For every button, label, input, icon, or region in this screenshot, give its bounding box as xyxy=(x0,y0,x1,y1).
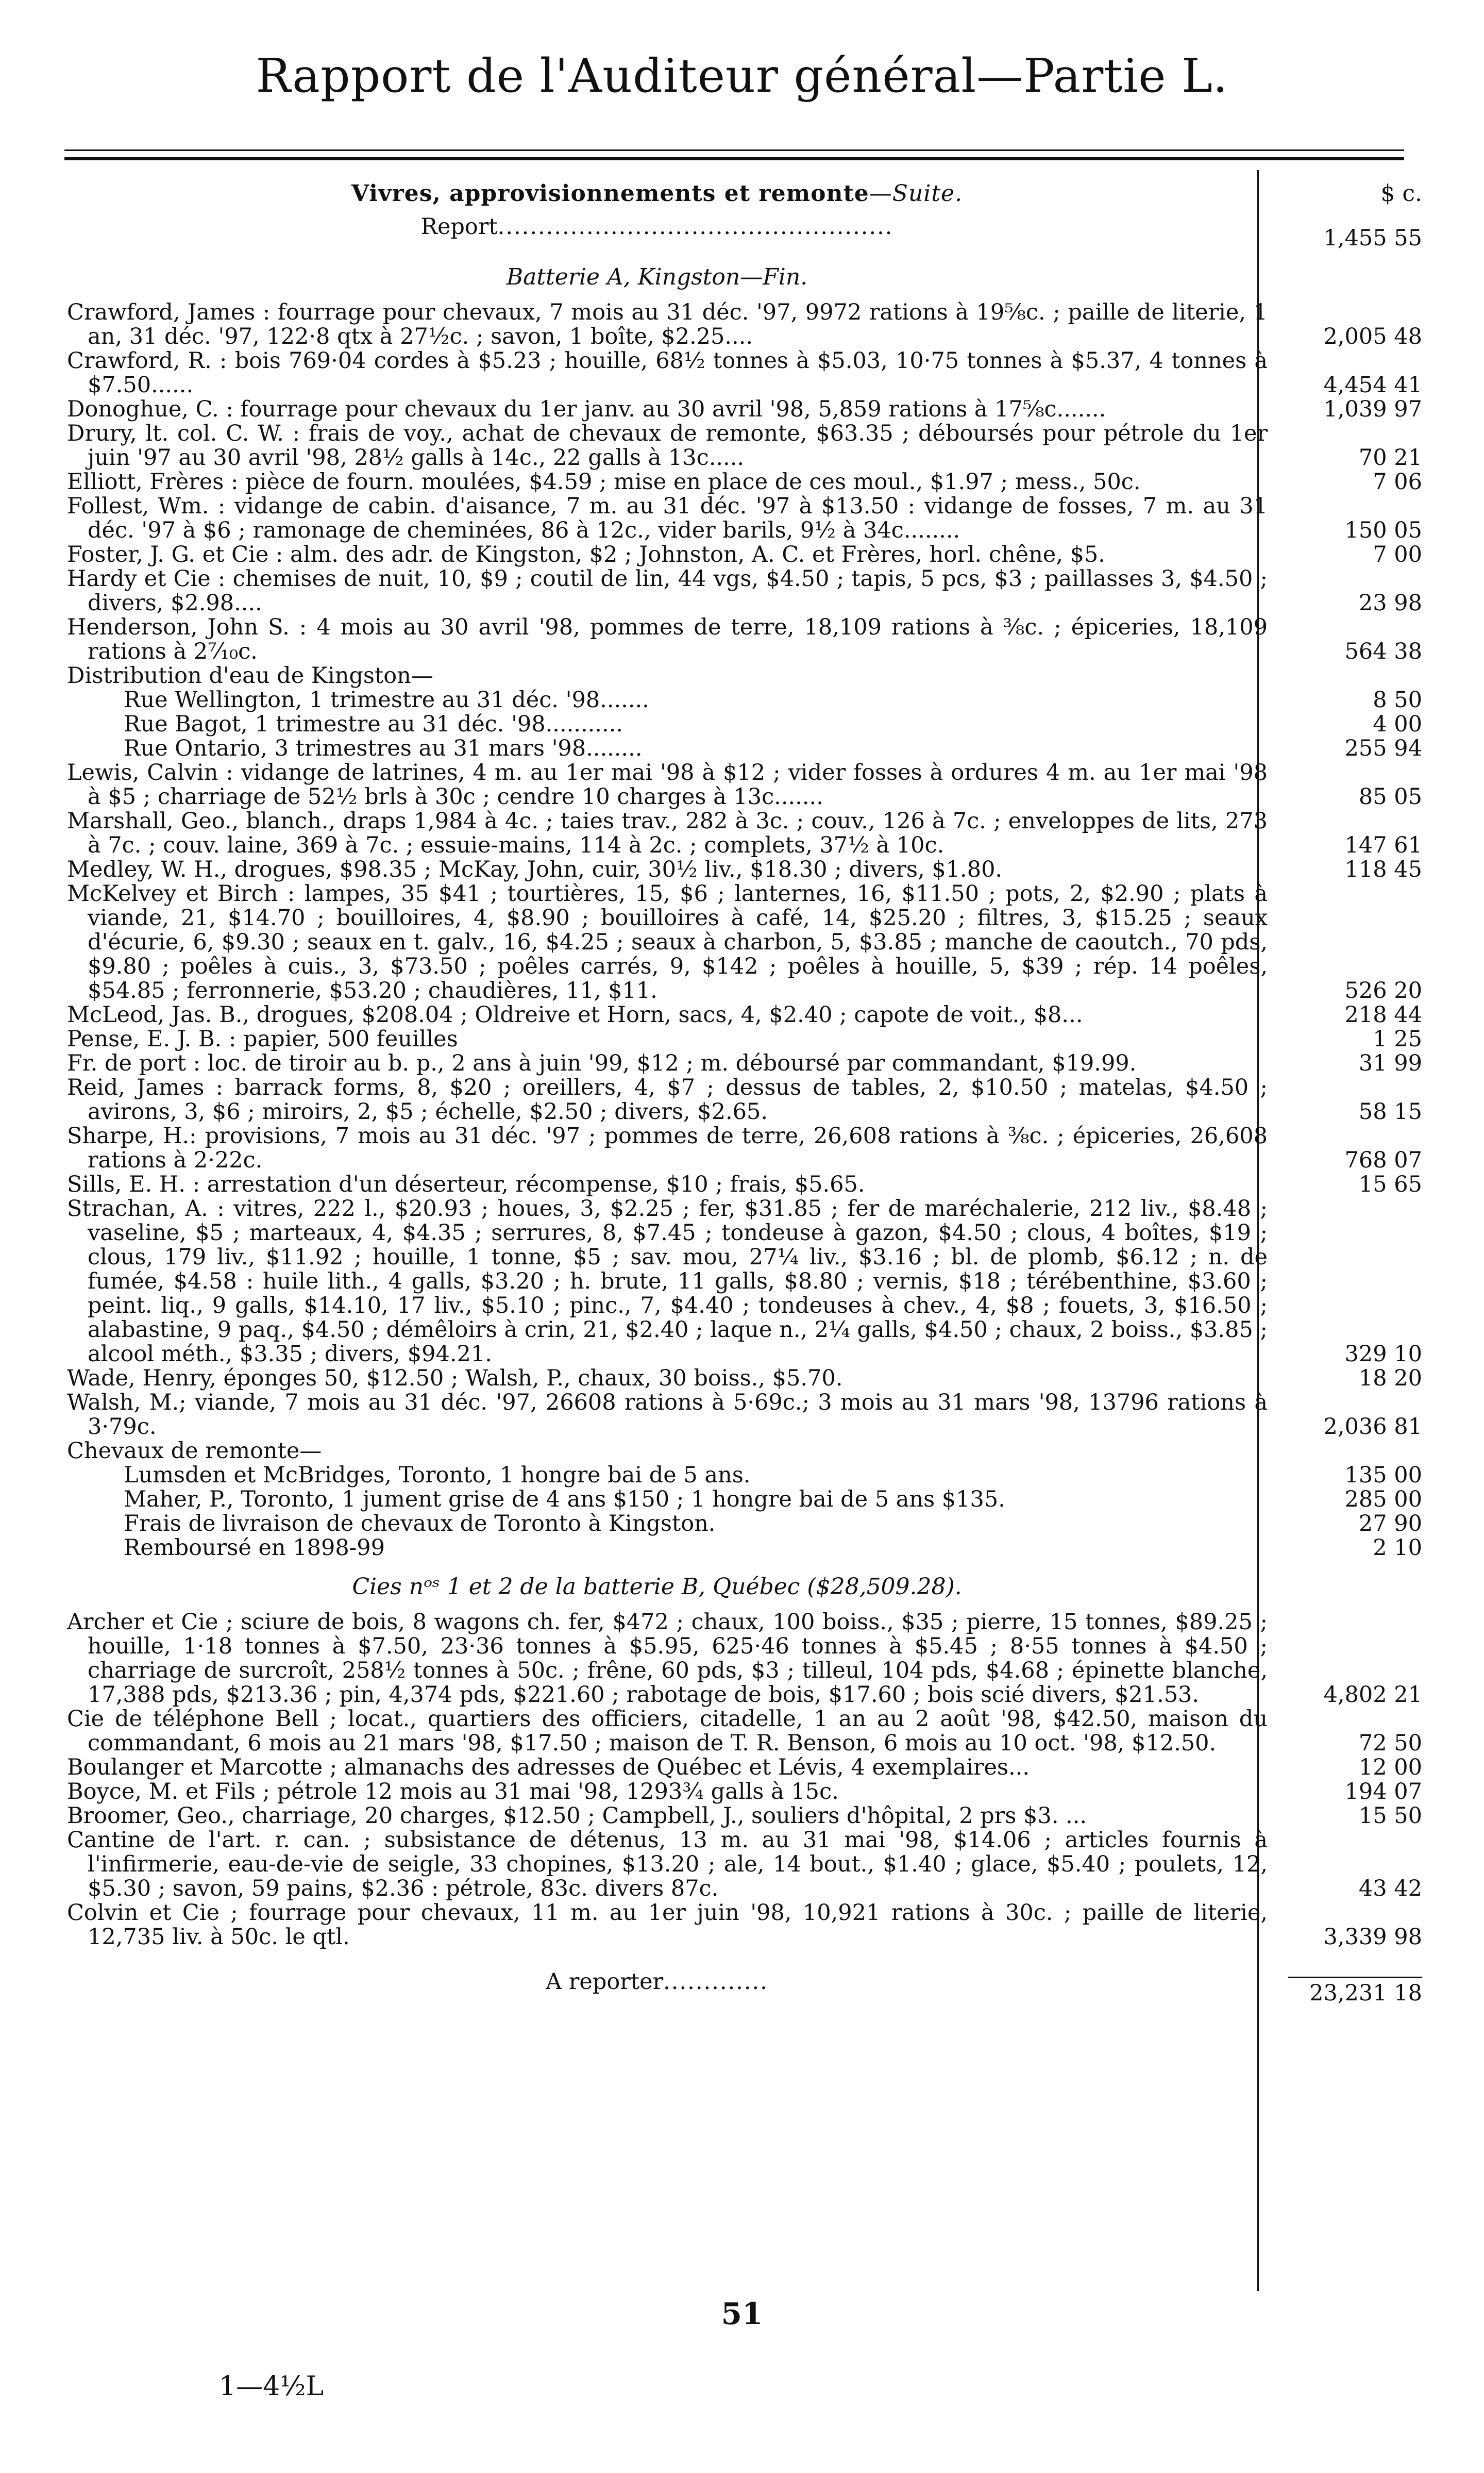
entry-description: Maher, P., Toronto, 1 jument grise de 4 ans $150 ; 1 hongre bai de 5 ans $135. xyxy=(124,1486,1005,1512)
entry-amount: 70 21 xyxy=(1358,445,1422,471)
ledger-table xyxy=(67,170,1422,2006)
entry-description: Crawford, James : fourrage pour chevaux, 7 mois au 31 déc. '97, 9972 rations à 19⅝c. ; paille de literie, 1 an, 31 déc. '97, 122·8 qtx à 27½c. ; savon, 1 boîte, $2.25.... xyxy=(67,299,1268,349)
entry-description: Distribution d'eau de Kingston— xyxy=(67,663,433,689)
ledger-entry xyxy=(67,1828,1422,1901)
ledger-entry xyxy=(67,1707,1422,1756)
ledger-entry xyxy=(67,688,1422,712)
entry-amount: 12 00 xyxy=(1358,1755,1422,1780)
entry-description: Wade, Henry, éponges 50, $12.50 ; Walsh, P., chaux, 30 boiss., $5.70. xyxy=(67,1365,843,1391)
entry-amount: 194 07 xyxy=(1344,1779,1422,1804)
entry-description: Elliott, Frères : pièce de fourn. moulées, $4.59 ; mise en place de ces moul., $1.97 ; mess., 50c. xyxy=(67,469,1141,495)
entry-amount: 564 38 xyxy=(1344,639,1422,664)
ledger-entry xyxy=(67,1124,1422,1173)
entry-description: Colvin et Cie ; fourrage pour chevaux, 11 m. au 1er juin '98, 10,921 rations à 30c. ; paille de literie, 12,735 liv. à 50c. le qtl. xyxy=(67,1900,1268,1950)
entry-amount: 329 10 xyxy=(1344,1341,1422,1367)
reporter-row xyxy=(67,1970,1422,2006)
currency-header: $ c. xyxy=(1380,180,1422,207)
entry-description: Rue Ontario, 3 trimestres au 31 mars '98........ xyxy=(124,736,643,761)
entries-group xyxy=(67,761,1422,1463)
ledger-entry xyxy=(67,1780,1422,1804)
entries-group xyxy=(67,300,1422,688)
entry-description: McKelvey et Birch : lampes, 35 $41 ; tourtières, 15, $6 ; lanternes, 16, $11.50 ; pots, 2, $2.90 ; plats à viande, 21, $14.70 ; bouilloires, 4, $8.90 ; bouilloires à café, 14, $25.20 ; filtres, 3, $15.25 ; seaux d'écurie, 6, $9.30 ; seaux en t. galv., 16, $4.25 ; seaux à charbon, 5, $3.85 ; manche de caoutch., 70 pds, $9.80 ; poêles à cuis., 3, $73.50 ; poêles carrés, 9, $142 ; poêles à houille, 5, $39 ; rép. 14 poêles, $54.85 ; ferronnerie, $53.20 ; chaudières, 11, $11. xyxy=(67,881,1268,1004)
entry-amount: 255 94 xyxy=(1344,736,1422,761)
subsection-title: Cies nᵒˢ 1 et 2 de la batterie B, Québec ($28,509.28). xyxy=(352,1574,962,1600)
section-header-row xyxy=(67,170,1422,215)
ledger-entry xyxy=(67,737,1422,761)
entry-amount: 15 50 xyxy=(1358,1803,1422,1829)
entry-description: Walsh, M.; viande, 7 mois au 31 déc. '97, 26608 rations à 5·69c.; 3 mois au 31 mars '98, 13796 rations à 3·79c. xyxy=(67,1390,1268,1440)
entry-amount: 4,454 41 xyxy=(1323,372,1422,398)
entry-amount: 43 42 xyxy=(1358,1876,1422,1901)
ledger-entry xyxy=(67,615,1422,664)
entry-description: Rue Bagot, 1 trimestre au 31 déc. '98........... xyxy=(124,711,623,737)
ledger-entry xyxy=(67,1051,1422,1076)
entry-amount: 18 20 xyxy=(1358,1365,1422,1391)
entry-description: Cie de téléphone Bell ; locat., quartiers des officiers, citadelle, 1 an au 2 août '98, $42.50, maison du commandant, 6 mois au 21 mars '98, $17.50 ; maison de T. R. Benson, 6 mois au 10 oct. '98, $12.50. xyxy=(67,1706,1268,1756)
page-number: 51 xyxy=(721,2296,763,2331)
ledger-entry xyxy=(67,397,1422,422)
reporter-amount: 23,231 18 xyxy=(1288,1977,1422,2006)
entry-description: Sharpe, H.: provisions, 7 mois au 31 déc. '97 ; pommes de terre, 26,608 rations à ⅜c. ; épiceries, 26,608 rations à 2·22c. xyxy=(67,1123,1268,1173)
entry-description: Fr. de port : loc. de tiroir au b. p., 2 ans à juin '99, $12 ; m. déboursé par commandant, $19.99. xyxy=(67,1050,1137,1076)
entry-description: Medley, W. H., drogues, $98.35 ; McKay, John, cuir, 30½ liv., $18.30 ; divers, $1.80. xyxy=(67,857,1003,882)
reporter-label: A reporter............. xyxy=(546,1969,768,1995)
entry-amount: 526 20 xyxy=(1344,978,1422,1004)
entry-amount: 2,005 48 xyxy=(1323,324,1422,349)
ledger-entry xyxy=(67,1366,1422,1391)
ledger-entry xyxy=(67,1003,1422,1027)
ledger-entry xyxy=(67,494,1422,543)
entry-amount: 27 90 xyxy=(1358,1511,1422,1536)
entry-description: Remboursé en 1898-99 xyxy=(124,1535,385,1561)
entry-amount: 768 07 xyxy=(1344,1147,1422,1173)
ledger-entry xyxy=(67,1756,1422,1780)
entry-description: Lewis, Calvin : vidange de latrines, 4 m. au 1er mai '98 à $12 ; vider fosses à ordures 4 m. au 1er mai '98 à $5 ; charriage de 52½ brls à 30c ; cendre 10 charges à 13c....... xyxy=(67,760,1268,810)
entry-amount: 7 00 xyxy=(1373,542,1422,567)
entry-description: Rue Wellington, 1 trimestre au 31 déc. '98....... xyxy=(124,687,649,713)
entry-description: Sills, E. H. : arrestation d'un déserteur, récompense, $10 ; frais, $5.65. xyxy=(67,1172,865,1197)
ledger-entry xyxy=(67,809,1422,858)
entry-amount: 15 65 xyxy=(1358,1172,1422,1197)
ledger-entry xyxy=(67,1536,1422,1560)
entry-amount: 8 50 xyxy=(1373,687,1422,713)
entry-description: Marshall, Geo., blanch., draps 1,984 à 4c. ; taies trav., 282 à 3c. ; couv., 126 à 7c. ; enveloppes de lits, 273 à 7c. ; couv. laine, 369 à 7c. ; essuie-mains, 114 à 2c. ; complets, 37½ à 10c. xyxy=(67,808,1268,858)
ledger-entry xyxy=(67,1027,1422,1051)
entry-amount: 2,036 81 xyxy=(1323,1414,1422,1440)
entry-amount: 23 98 xyxy=(1358,590,1422,616)
entry-description: Strachan, A. : vitres, 222 l., $20.93 ; houes, 3, $2.25 ; fer, $31.85 ; fer de maréchalerie, 212 liv., $8.48 ; vaseline, $5 ; marteaux, 4, $4.35 ; serrures, 8, $7.45 ; tondeuse à gazon, $4.50 ; clous, 4 boîtes, $19 ; clous, 179 liv., $11.92 ; houille, 1 tonne, $5 ; sav. mou, 27¼ liv., $3.16 ; bl. de plomb, $6.12 ; n. de fumée, $4.58 : huile lith., 4 galls, $3.20 ; h. brute, 11 galls, $8.80 ; vernis, $18 ; térébenthine, $3.60 ; peint. liq., 9 galls, $14.10, 17 liv., $5.10 ; pinc., 7, $4.40 ; tondeuses à chev., 4, $8 ; fouets, 3, $16.50 ; alabastine, 9 paq., $4.50 ; démêloirs à crin, 21, $2.40 ; laque n., 2¼ galls, $4.50 ; chaux, 2 boiss., $3.85 ; alcool méth., $3.35 ; divers, $94.21. xyxy=(67,1196,1268,1367)
ledger-entry xyxy=(67,1391,1422,1439)
entry-amount: 218 44 xyxy=(1344,1002,1422,1028)
entry-description: Frais de livraison de chevaux de Toronto à Kingston. xyxy=(124,1511,716,1536)
ledger-entry xyxy=(67,567,1422,615)
entry-amount: 72 50 xyxy=(1358,1730,1422,1756)
ledger-entry xyxy=(67,422,1422,470)
entry-description: Pense, E. J. B. : papier, 500 feuilles xyxy=(67,1026,458,1052)
entry-amount: 150 05 xyxy=(1344,517,1422,543)
footer-code: 1—4½L xyxy=(219,2371,324,2402)
entry-amount: 31 99 xyxy=(1358,1050,1422,1076)
entry-amount: 7 06 xyxy=(1373,469,1422,495)
ledger-entry xyxy=(67,1076,1422,1124)
subsection-title: Batterie A, Kingston—Fin. xyxy=(506,264,808,290)
ledger-entry xyxy=(67,470,1422,494)
ledger-entry xyxy=(67,1804,1422,1828)
report-amount: 1,455 55 xyxy=(1323,225,1422,251)
ledger-entry xyxy=(67,1488,1422,1512)
ledger-entry xyxy=(67,712,1422,737)
section-title: Vivres, approvisionnements et remonte—Suite. xyxy=(351,180,963,207)
entry-description: Cantine de l'art. r. can. ; subsistance de détenus, 13 m. au 31 mai '98, $14.06 ; articles fournis à l'infirmerie, eau-de-vie de seigle, 33 chopines, $13.20 ; ale, 14 bout., $1.40 ; glace, $5.40 ; poulets, 12, $5.30 ; savon, 59 pains, $2.36 : pétrole, 83c. divers 87c. xyxy=(67,1827,1268,1901)
entry-amount: 58 15 xyxy=(1358,1099,1422,1125)
entry-description: Reid, James : barrack forms, 8, $20 ; oreillers, 4, $7 ; dessus de tables, 2, $10.50 ; matelas, $4.50 ; avirons, 3, $6 ; miroirs, 2, $5 ; échelle, $2.50 ; divers, $2.65. xyxy=(67,1075,1268,1125)
entry-amount: 85 05 xyxy=(1358,784,1422,810)
entry-description: Archer et Cie ; sciure de bois, 8 wagons ch. fer, $472 ; chaux, 100 boiss., $35 ; pierre, 15 tonnes, $89.25 ; houille, 1·18 tonnes à $7.50, 23·36 tonnes à $5.95, 625·46 tonnes à $5.45 ; 8·55 tonnes à $4.50 ; charriage de surcroît, 258½ tonnes à 50c. ; frêne, 60 pds, $3 ; tilleul, 104 pds, $4.68 ; épinette blanche, 17,388 pds, $213.36 ; pin, 4,374 pds, $221.60 ; rabotage de bois, $17.60 ; bois scié divers, $21.53. xyxy=(67,1609,1268,1708)
entry-description: Foster, J. G. et Cie : alm. des adr. de Kingston, $2 ; Johnston, A. C. et Frères, horl. chêne, $5. xyxy=(67,542,1105,567)
entries-group xyxy=(67,1610,1422,1949)
entry-description: Drury, lt. col. C. W. : frais de voy., achat de chevaux de remonte, $63.35 ; déboursés pour pétrole du 1er juin '97 au 30 avril '98, 28½ galls à 14c., 22 galls à 13c..... xyxy=(67,421,1268,471)
entry-amount: 2 10 xyxy=(1373,1535,1422,1561)
entry-amount: 285 00 xyxy=(1344,1486,1422,1512)
entry-description: Donoghue, C. : fourrage pour chevaux du 1er janv. au 30 avril '98, 5,859 rations à 17⅝c....... xyxy=(67,396,1106,422)
ledger-entry xyxy=(67,1610,1422,1707)
entry-description: Broomer, Geo., charriage, 20 charges, $12.50 ; Campbell, J., souliers d'hôpital, 2 prs $3. ... xyxy=(67,1803,1087,1829)
entry-description: Follest, Wm. : vidange de cabin. d'aisance, 7 m. au 31 déc. '97 à $13.50 : vidange de fosses, 7 m. au 31 déc. '97 à $6 ; ramonage de cheminées, 86 à 12c., vider barils, 9½ à 34c........ xyxy=(67,493,1268,543)
entry-amount: 1,039 97 xyxy=(1323,396,1422,422)
ledger-entry xyxy=(67,664,1422,688)
ledger-entry xyxy=(67,1512,1422,1536)
ledger-entry xyxy=(67,1463,1422,1488)
page-title: Rapport de l'Auditeur général—Partie L. xyxy=(256,49,1228,103)
ledger-entry xyxy=(67,543,1422,567)
entry-amount: 4 00 xyxy=(1373,711,1422,737)
header-rule xyxy=(64,149,1404,151)
entry-amount: 4,802 21 xyxy=(1323,1682,1422,1708)
entry-description: Hardy et Cie : chemises de nuit, 10, $9 ; coutil de lin, 44 vgs, $4.50 ; tapis, 5 pcs, $3 ; paillasses 3, $4.50 ; divers, $2.98.... xyxy=(67,566,1268,616)
entry-amount: 1 25 xyxy=(1373,1026,1422,1052)
header-rule-thick xyxy=(64,157,1404,160)
ledger-entry xyxy=(67,1197,1422,1366)
entry-description: Lumsden et McBridges, Toronto, 1 hongre bai de 5 ans. xyxy=(124,1462,751,1488)
ledger-entry xyxy=(67,349,1422,397)
entry-description: Henderson, John S. : 4 mois au 30 avril '98, pommes de terre, 18,109 rations à ⅜c. ; épiceries, 18,109 rations à 2⁷⁄₁₀c. xyxy=(67,614,1268,664)
entry-amount: 118 45 xyxy=(1344,857,1422,882)
water-items-group xyxy=(67,688,1422,761)
horse-items-group xyxy=(67,1463,1422,1560)
ledger-entry xyxy=(67,1439,1422,1463)
report-label: Report................................................. xyxy=(420,214,893,240)
ledger-entry xyxy=(67,300,1422,349)
ledger-entry xyxy=(67,882,1422,1003)
ledger-entry xyxy=(67,858,1422,882)
entry-amount: 3,339 98 xyxy=(1323,1924,1422,1950)
entry-description: Crawford, R. : bois 769·04 cordes à $5.23 ; houille, 68½ tonnes à $5.03, 10·75 tonnes à $5.37, 4 tonnes à $7.50...... xyxy=(67,348,1268,398)
entry-amount: 135 00 xyxy=(1344,1462,1422,1488)
entry-description: Boyce, M. et Fils ; pétrole 12 mois au 31 mai '98, 1293¾ galls à 15c. xyxy=(67,1779,839,1804)
ledger-entry xyxy=(67,1901,1422,1949)
ledger-entry xyxy=(67,1173,1422,1197)
ledger-entry xyxy=(67,761,1422,809)
report-row xyxy=(67,215,1422,250)
entry-description: Boulanger et Marcotte ; almanachs des adresses de Québec et Lévis, 4 exemplaires... xyxy=(67,1755,1030,1780)
entry-description: Chevaux de remonte— xyxy=(67,1438,322,1464)
entry-description: McLeod, Jas. B., drogues, $208.04 ; Oldreive et Horn, sacs, 4, $2.40 ; capote de voit., $8... xyxy=(67,1002,1083,1028)
entry-amount: 147 61 xyxy=(1344,832,1422,858)
